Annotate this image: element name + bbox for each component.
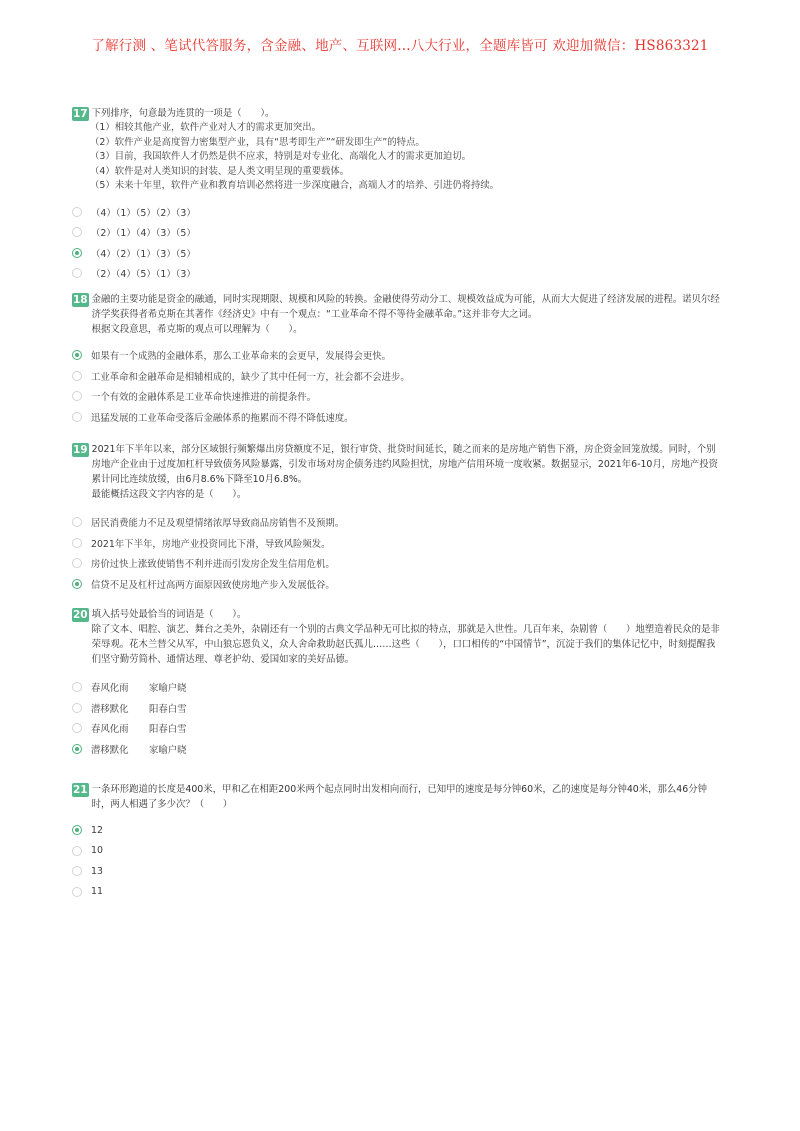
radio-button[interactable] <box>72 723 82 733</box>
radio-button[interactable] <box>72 682 82 692</box>
option-label: 工业革命和金融革命是相辅相成的，缺少了其中任何一方，社会都不会进步。 <box>91 371 410 383</box>
option-label: 2021年下半年，房地产业投资同比下滑，导致风险频发。 <box>91 538 331 550</box>
radio-button[interactable] <box>72 391 82 401</box>
question-20 <box>72 607 724 759</box>
radio-button[interactable] <box>72 227 82 237</box>
radio-button[interactable] <box>72 538 82 548</box>
option-label: 潜移默化 家喻户晓 <box>91 744 187 756</box>
option-list <box>72 345 724 427</box>
radio-button-selected[interactable] <box>72 579 82 589</box>
question-number-badge: 18 <box>73 294 88 306</box>
radio-button[interactable] <box>72 371 82 381</box>
option-d[interactable] <box>72 574 724 595</box>
option-a[interactable] <box>72 677 724 698</box>
option-list <box>72 202 724 284</box>
radio-button[interactable] <box>72 207 82 217</box>
option-label: 12 <box>91 824 103 836</box>
option-d[interactable] <box>72 739 724 760</box>
question-stem: 2021年下半年以来，部分区域银行频繁爆出房贷额度不足，银行审贷、批贷时间延长，随之而来的是房地产销售下滑，房企资金回笼放缓。同时，个别房地产企业由于过度加杠杆导致债务风险暴露，引发市场对房企债务违约风险担忧，房地产信用环境一度收紧。数据显示，2021年6-10月，房地产投资累计同比连续放缓，由6月8.6%下降至10月6.8%。 最能概括这段文字内容的是（ ）。 <box>91 444 719 500</box>
option-b[interactable] <box>72 698 724 719</box>
radio-button[interactable] <box>72 517 82 527</box>
option-label: （2）（1）（4）（3）（5） <box>91 228 196 240</box>
radio-button-selected[interactable] <box>72 744 82 754</box>
option-list <box>72 512 724 594</box>
option-a[interactable] <box>72 345 724 366</box>
option-a[interactable] <box>72 512 724 533</box>
contact-banner: 了解行测 、笔试代答服务，含金融、地产、互联网...八大行业，全题库皆可 欢迎加微信：HS863321 <box>91 38 709 54</box>
option-c[interactable] <box>72 718 724 739</box>
option-list <box>72 820 724 902</box>
statement-list: （1）相较其他产业，软件产业对人才的需求更加突出。 （2）软件产业是高度智力密集型产业，具有“思考即生产”“研发即生产”的特点。 （3）目前，我国软件人才仍然是供不应求，特别是对专业化、高端化人才的需求更加迫切。 （4）软件是对人类知识的封装、是人类文明呈现的重要载体。 （5）未来十年里，软件产业和教育培训必然将进一步深度融合，高端人才的培养、引进仍将持续。 <box>90 122 500 191</box>
option-label: 居民消费能力不足及观望情绪浓厚导致商品房销售不及预期。 <box>91 518 345 530</box>
option-b[interactable] <box>72 841 724 862</box>
radio-button[interactable] <box>72 412 82 422</box>
radio-button-selected[interactable] <box>72 350 82 360</box>
option-b[interactable] <box>72 366 724 387</box>
option-label: 11 <box>91 886 103 898</box>
radio-button[interactable] <box>72 866 82 876</box>
question-stem: 下列排序，句意最为连贯的一项是（ ）。 <box>91 108 275 119</box>
radio-button-selected[interactable] <box>72 248 82 258</box>
question-18 <box>72 292 724 427</box>
option-label: 如果有一个成熟的金融体系，那么工业革命来的会更早，发展得会更快。 <box>91 351 392 363</box>
option-label: （4）（2）（1）（3）（5） <box>91 248 196 260</box>
option-c[interactable] <box>72 386 724 407</box>
option-label: 信贷不足及杠杆过高两方面原因致使房地产步入发展低谷。 <box>91 579 335 591</box>
option-c[interactable] <box>72 861 724 882</box>
option-a[interactable] <box>72 820 724 841</box>
option-c[interactable] <box>72 553 724 574</box>
option-label: 房价过快上涨致使销售不利并进而引发房企发生信用危机。 <box>91 559 335 571</box>
option-label: （2）（4）（5）（1）（3） <box>91 269 196 281</box>
option-d[interactable] <box>72 407 724 428</box>
question-19 <box>72 442 724 594</box>
option-label: （4）（1）（5）（2）（3） <box>91 207 196 219</box>
option-b[interactable] <box>72 222 724 243</box>
option-label: 春风化雨 阳春白雪 <box>91 724 187 736</box>
option-label: 10 <box>91 845 103 857</box>
question-number-badge: 17 <box>73 108 88 120</box>
question-number-badge: 19 <box>73 444 88 456</box>
option-label: 潜移默化 阳春白雪 <box>91 703 187 715</box>
question-stem: 填入括号处最恰当的词语是（ ）。 除了文本、唱腔、演艺、舞台之美外，杂剧还有一个别的古典文学品种无可比拟的特点，那就是入世性。几百年来，杂剧曾（ ）地塑造着民众的是非荣辱观。花木兰替父从军，中山狼忘恩负义，众人舍命救助赵氏孤儿……这些（ ），口口相传的“中国情节”，沉淀于我们的集体记忆中，时刻提醒我们坚守勤劳简朴、通情达理、尊老护幼、爱国如家的美好品德。 <box>91 609 720 665</box>
option-c[interactable] <box>72 243 724 264</box>
option-list <box>72 677 724 759</box>
option-label: 一个有效的金融体系是工业革命快速推进的前提条件。 <box>91 392 317 404</box>
option-d[interactable] <box>72 882 724 903</box>
question-stem: 金融的主要功能是资金的融通，同时实现期限、规模和风险的转换。金融使得劳动分工、规模效益成为可能，从而大大促进了经济发展的进程。诺贝尔经济学奖获得者希克斯在其著作《经济史》中有一个观点：“工业革命不得不等待金融革命。”这并非夸大之词。 根据文段意思，希克斯的观点可以理解为（ ）。 <box>91 294 720 335</box>
option-label: 13 <box>91 865 103 877</box>
question-number-badge: 20 <box>73 609 88 621</box>
question-17 <box>72 106 724 284</box>
radio-button-selected[interactable] <box>72 825 82 835</box>
radio-button[interactable] <box>72 268 82 278</box>
radio-button[interactable] <box>72 703 82 713</box>
option-b[interactable] <box>72 533 724 554</box>
question-21 <box>72 782 724 902</box>
radio-button[interactable] <box>72 558 82 568</box>
option-d[interactable] <box>72 263 724 284</box>
option-label: 春风化雨 家喻户晓 <box>91 683 187 695</box>
radio-button[interactable] <box>72 887 82 897</box>
question-stem: 一条环形跑道的长度是400米，甲和乙在相距200米两个起点同时出发相向而行，已知甲的速度是每分钟60米，乙的速度是每分钟40米，那么46分钟时，两人相遇了多少次？（ ） <box>91 784 707 810</box>
option-label: 迅猛发展的工业革命受落后金融体系的拖累而不得不降低速度。 <box>91 412 354 424</box>
radio-button[interactable] <box>72 846 82 856</box>
option-a[interactable] <box>72 202 724 223</box>
question-number-badge: 21 <box>73 784 88 796</box>
